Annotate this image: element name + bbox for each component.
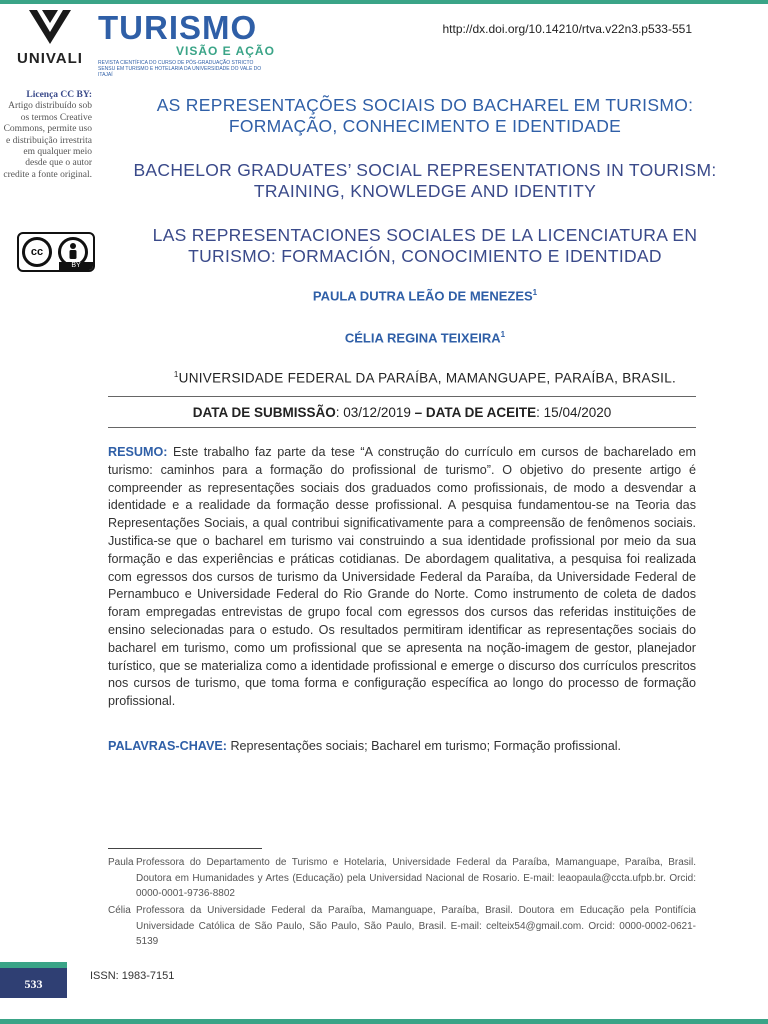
abstract-text: Este trabalho faz parte da tese “A construção do currículo em cursos de bacharelado em turismo: caminhos para a formação do profissional de turismo”. O objetivo do presente artigo é compreender as representações sociais dos graduados como profissionais, de modo a desvendar a identidade e a realidade da formação desse profissional. A pesquisa fundamentou-se na Teoria das Representações Sociais, a qual contribui significativamente para a compreensão de fenômenos sociais. Justifica-se que o bacharel em turismo vai construindo a sua identidade profissional por meio da sua formação e das experiências e práticas cotidianas. De abordagem qualitativa, a pesquisa foi realizada com egressos dos cursos de turismo da Universidade Federal da Paraíba, da Universidade Federal de Pernambuco e Universidade Federal do Rio Grande do Norte. Como instrumento de coleta de dados foram empregadas entrevistas de grupo focal com egressos dos cursos das referidas instituições de ensino selecionadas para o estudo. Os resultados permitiram identificar as representações sociais do bacharel em turismo, como um profissional que se apresenta na noção-imagem de gestor, planejador turístico, que se materializa como a identidade profissional e emerge o discurso dos currículos prescritos nos cursos de turismo, que toma forma e configuração específica ao longo do processo de formação profissional. [108,445,697,709]
bottom-accent-bar [0,1019,768,1024]
journal-title: TURISMO [98,9,258,46]
license-text: Artigo distribuído sob os termos Creative Commons, permite uso e distribuição irrestrita em qualquer meio desde que o autor credite a fonte original. [3,101,92,180]
author-affiliation-mark: 1 [532,288,538,297]
footnote-tag: Paula [108,857,134,868]
author-2 [110,330,740,345]
top-accent-bar [0,0,768,4]
author-name: CÉLIA REGINA TEIXEIRA [344,330,501,346]
submission-label: DATA DE SUBMISSÃO [192,405,336,420]
page-number: 533 [0,962,67,998]
journal-description: REVISTA CIENTÍFICA DO CURSO DE PÓS-GRADUAÇÃO STRICTO SENSU EM TURISMO E HOTELARIA DA UNIVERSIDADE DO VALE DO ITAJAÍ [98,60,262,78]
institution-name: UNIVALI [17,50,83,67]
date-separator: – [414,405,423,420]
submission-dates: DATA DE SUBMISSÃO: 03/12/2019 – DATA DE ACEITE: 15/04/2020 [192,405,612,420]
abstract [108,444,696,711]
cc-by-badge[interactable] [17,232,95,272]
journal-masthead [98,9,275,78]
divider-top [108,396,696,397]
title-spanish: LAS REPRESENTACIONES SOCIALES DE LA LICENCIATURA EN TURISMO: FORMACIÓN, CONOCIMIENTO E IDENTIDAD [152,225,698,266]
license-note [0,90,92,181]
license-heading: Licença CC BY: [26,90,92,100]
footnote-text: Professora da Universidade Federal da Paraíba, Mamanguape, Paraíba, Brasil. Doutora em Educação pela Pontifícia Universidade Católica de São Paulo, São Paulo, São Paulo, Brasil. E-mail: celteix54@gmail.com. Orcid: 0000-0002-0621-5139 [136,905,696,947]
acceptance-date: 15/04/2020 [543,405,612,420]
title-portuguese: AS REPRESENTAÇÕES SOCIAIS DO BACHAREL EM TURISMO: FORMAÇÃO, CONHECIMENTO E IDENTIDADE [156,95,694,136]
author-name: PAULA DUTRA LEÃO DE MENEZES [312,288,533,304]
submission-date: 03/12/2019 [343,405,411,420]
doi-link[interactable]: http://dx.doi.org/10.14210/rtva.v22n3.p533-551 [442,22,692,36]
cc-icon: cc [22,237,52,267]
acceptance-label: DATA DE ACEITE [425,405,537,420]
affiliation [110,370,740,386]
author-affiliation-mark: 1 [500,330,506,339]
divider-bottom [108,427,696,428]
author-1 [110,288,740,303]
keywords [108,738,696,755]
abstract-label: RESUMO: [108,445,168,459]
keywords-label: PALAVRAS-CHAVE: [108,739,227,753]
affiliation-text: UNIVERSIDADE FEDERAL DA PARAÍBA, MAMANGUAPE, PARAÍBA, BRASIL. [178,370,677,386]
keywords-text: Representações sociais; Bacharel em turismo; Formação profissional. [230,739,622,753]
footnote-1 [108,855,696,902]
journal-subtitle: VISÃO E AÇÃO [176,44,275,58]
univali-logo [10,8,90,67]
cc-by-label: BY [59,262,93,270]
issn: ISSN: 1983-7151 [90,970,175,982]
footnote-tag: Célia [108,905,131,916]
footnote-2 [108,903,696,950]
footnote-text: Professora do Departamento de Turismo e Hotelaria, Universidade Federal da Paraíba, Mamanguape, Paraíba, Brasil. Doutora em Humanidades y Artes (Educação) pela Universidad Nacional de Rosario. E-mail: leaopaula@ccta.ufpb.br. Orcid: 0000-0001-9736-8802 [136,857,696,899]
affiliation-mark: 1 [173,370,179,379]
title-english: BACHELOR GRADUATES’ SOCIAL REPRESENTATIONS IN TOURISM: TRAINING, KNOWLEDGE AND IDENTITY [133,160,717,201]
footnote-divider [108,848,262,849]
univali-emblem-icon [27,8,73,48]
